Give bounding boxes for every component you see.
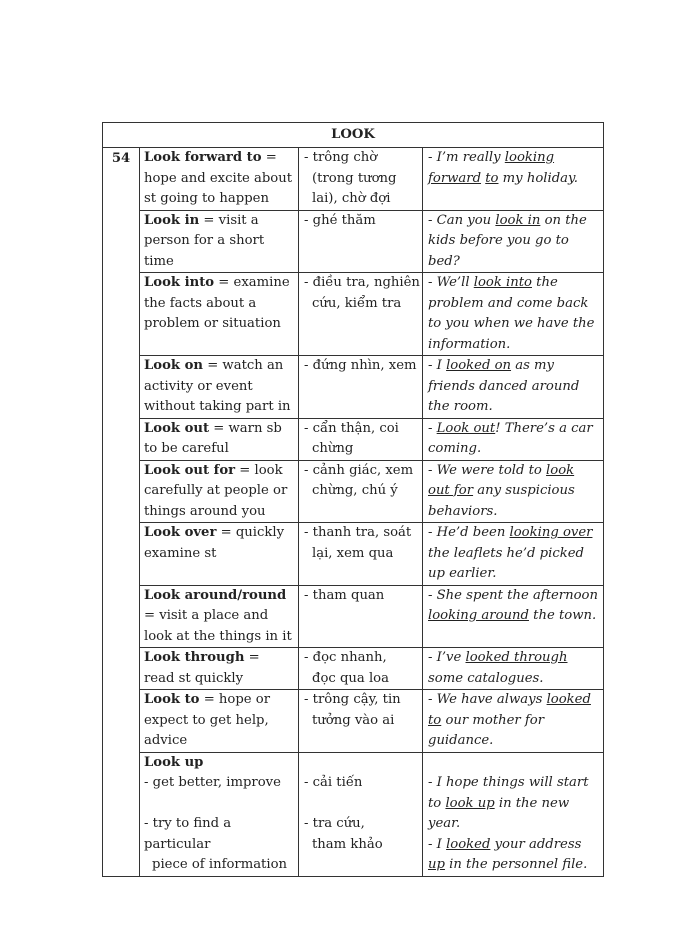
example-block (428, 835, 599, 876)
example-text: - I (428, 358, 447, 373)
example-text: in the personnel file. (444, 857, 588, 872)
translation-line: lại, xem qua (312, 545, 394, 561)
translation-line: - điều tra, nghiên (304, 275, 420, 290)
phrasal-verb: Look out for (144, 462, 236, 478)
translation-line: - trông cậy, tin (304, 692, 401, 707)
translation-cell (299, 418, 423, 460)
sense-line: piece of information (152, 857, 288, 872)
translation-cell (299, 585, 423, 648)
translation-line: - trông chờ (304, 150, 378, 165)
definition: = look carefully at people or things around you (144, 462, 288, 519)
example-highlight: up (428, 857, 445, 872)
table-title-row (103, 123, 604, 148)
example-highlight: looked through (465, 650, 568, 665)
example-text: - We were told to (428, 462, 547, 478)
phrasal-verb: Look through (144, 650, 245, 665)
term-cell (140, 648, 299, 690)
definition: = examine the facts about a problem or situation (144, 275, 290, 331)
translation-cell (299, 356, 423, 419)
translation-line: - tham quan (304, 587, 385, 603)
entry-number: 54 (103, 148, 140, 877)
term-cell (140, 210, 299, 273)
translation-line: lai), chờ đợi (312, 191, 391, 206)
sense-line: - get better, improve (144, 775, 281, 790)
term-cell (140, 523, 299, 586)
translation-line: chừng (312, 441, 354, 456)
example-text: - I hope things will start to (428, 775, 589, 811)
translation-cell (299, 752, 423, 876)
example-text: on the kids before you go to bed? (428, 212, 587, 269)
term-cell (140, 690, 299, 753)
look-phrasal-verbs-table (102, 122, 603, 877)
phrasal-verb: Look on (144, 358, 203, 373)
example-highlight: looking forward (428, 150, 555, 186)
translation-line: cứu, kiểm tra (312, 295, 402, 311)
table-row (103, 523, 604, 586)
example-highlight: looking around (428, 608, 529, 623)
definition: = hope and excite about st going to happen (144, 150, 293, 206)
spacer (304, 753, 420, 774)
example-highlight: looked on (446, 358, 512, 373)
translation-cell (299, 210, 423, 273)
phrasal-verb: Look in (144, 212, 200, 228)
definition: = visit a place and look at the things in it (144, 608, 292, 644)
example-text: the town. (528, 608, 597, 623)
example-text: - I’m really (428, 150, 505, 165)
definition: = read st quickly (144, 650, 260, 686)
example-text: - I (428, 836, 447, 852)
example-highlight: look in (495, 212, 541, 228)
table-row (103, 273, 604, 356)
example-highlight: Look out (436, 420, 496, 436)
translation-cell (299, 523, 423, 586)
example-cell (423, 148, 604, 211)
term-cell (140, 585, 299, 648)
definition: = visit a person for a short time (144, 212, 265, 269)
example-cell (423, 460, 604, 523)
table-title: LOOK (103, 123, 604, 148)
term-cell (140, 752, 299, 876)
translation-line: - đứng nhìn, xem (304, 358, 417, 373)
translation-cell (299, 148, 423, 211)
example-text: some catalogues. (428, 670, 544, 686)
example-highlight: looking over (509, 525, 593, 540)
example-text: our mother for guidance. (428, 712, 545, 748)
example-text: - He’d been (428, 525, 510, 540)
example-cell (423, 585, 604, 648)
table-row (103, 752, 604, 876)
translation-cell (299, 648, 423, 690)
term-cell (140, 356, 299, 419)
translation-line: - tra cứu, (304, 816, 365, 831)
translation-line: - đọc nhanh, (304, 650, 387, 665)
translation-line: tưởng vào ai (312, 712, 395, 728)
example-cell (423, 523, 604, 586)
translation-cell (299, 460, 423, 523)
example-text: your address (490, 836, 582, 852)
term-cell (140, 273, 299, 356)
definition: = watch an activity or event without taking part in (144, 358, 291, 414)
translation-line: - thanh tra, soát (304, 525, 412, 540)
definition: = quickly examine st (144, 525, 285, 561)
term-cell (140, 418, 299, 460)
phrasal-verb: Look forward to (144, 150, 262, 165)
example-text: my holiday. (498, 170, 578, 186)
example-highlight: looked (446, 836, 491, 852)
example-highlight: look up (445, 795, 495, 811)
example-cell (423, 210, 604, 273)
spacer (144, 794, 293, 815)
example-text: - Can you (428, 212, 496, 228)
definition: = warn sb to be careful (144, 420, 282, 456)
example-highlight: looked to (428, 692, 591, 728)
example-cell (423, 648, 604, 690)
table-row (103, 690, 604, 753)
table-row (103, 585, 604, 648)
definition: = hope or expect to get help, advice (144, 692, 271, 748)
translation-cell (299, 273, 423, 356)
example-highlight: look out for (428, 462, 575, 498)
example-highlight: to (485, 170, 499, 186)
example-text: - We have always (428, 692, 547, 707)
phrasal-verb: Look into (144, 275, 215, 290)
table-row (103, 356, 604, 419)
example-text: - We’ll (428, 275, 474, 290)
translation-line: chừng, chú ý (312, 483, 398, 498)
spacer (304, 794, 420, 815)
phrasal-verb: Look to (144, 692, 200, 707)
example-text: - I’ve (428, 650, 466, 665)
vocab-table (102, 122, 604, 877)
example-cell (423, 356, 604, 419)
table-row (103, 210, 604, 273)
phrasal-verb: Look around/round (144, 587, 287, 603)
phrasal-verb: Look out (144, 420, 210, 436)
translation-line: - cải tiến (304, 775, 363, 790)
table-body (103, 148, 604, 877)
sense-line: - try to find a particular (144, 816, 232, 852)
translation-line: tham khảo (312, 836, 383, 852)
example-text: - She spent the afternoon (428, 587, 598, 603)
phrasal-verb: Look up (144, 754, 204, 770)
example-text: as my friends danced around the room. (428, 358, 580, 414)
example-highlight: look into (473, 275, 532, 290)
example-cell (423, 752, 604, 876)
example-text: - (428, 420, 437, 436)
translation-line: - cảnh giác, xem (304, 462, 414, 478)
example-text: the problem and come back to you when we have the information. (428, 275, 595, 352)
table-row (103, 148, 604, 211)
example-block (428, 773, 599, 835)
translation-line: - cẩn thận, coi (304, 420, 399, 436)
term-cell (140, 460, 299, 523)
example-text: any suspicious behaviors. (428, 483, 575, 519)
translation-line: (trong tương (312, 170, 397, 186)
spacer (428, 753, 599, 774)
example-cell (423, 690, 604, 753)
example-text: ! There’s a car coming. (428, 420, 593, 456)
table-row (103, 418, 604, 460)
phrasal-verb: Look over (144, 525, 217, 540)
example-text: the leaflets he’d picked up earlier. (428, 545, 584, 581)
example-text: in the new year. (428, 795, 570, 831)
table-row (103, 460, 604, 523)
translation-cell (299, 690, 423, 753)
translation-line: - ghé thăm (304, 212, 376, 228)
example-cell (423, 273, 604, 356)
example-cell (423, 418, 604, 460)
table-row (103, 648, 604, 690)
term-cell (140, 148, 299, 211)
translation-line: đọc qua loa (312, 670, 389, 686)
